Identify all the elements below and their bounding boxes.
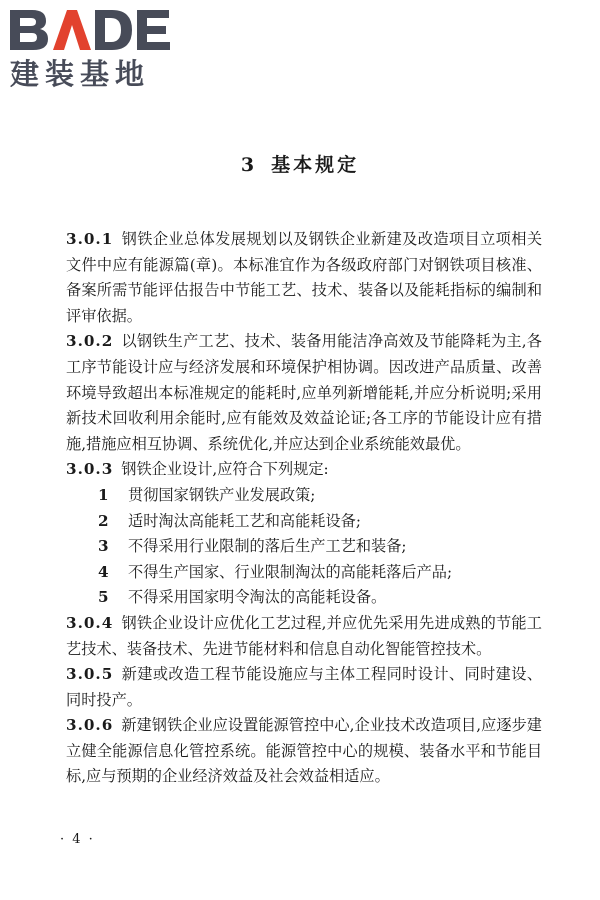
- chapter-number: 3: [240, 154, 258, 176]
- list-item: [66, 483, 542, 509]
- logo-subtitle: 建装基地: [10, 57, 151, 90]
- list-item: [66, 534, 542, 560]
- clause: [66, 227, 542, 329]
- clause: [66, 611, 542, 662]
- clause-number: 3.0.2: [66, 332, 114, 351]
- clause-number: 3.0.6: [66, 716, 114, 735]
- list-item: [66, 509, 542, 535]
- clause: [66, 713, 542, 790]
- clause-text: 钢铁企业设计,应符合下列规定:: [121, 460, 329, 479]
- chapter-title-text: 基本规定: [271, 154, 360, 176]
- item-text: 不得采用行业限制的落后生产工艺和装备;: [128, 537, 407, 556]
- item-text: 不得采用国家明令淘汰的高能耗设备。: [128, 588, 387, 607]
- clause-number: 3.0.1: [66, 230, 114, 248]
- clause-text: 钢铁企业总体发展规划以及钢铁企业新建及改造项目立项相关文件中应有能源篇(章)。本标准宜作为各级政府部门对钢铁项目核准、备案所需节能评估报告中节能工艺、技术、装备以及能耗指标的编制和评审依据。: [66, 230, 542, 325]
- item-text: 贯彻国家钢铁产业发展政策;: [128, 485, 316, 504]
- item-text: 适时淘汰高能耗工艺和高能耗设备;: [128, 511, 361, 530]
- item-text: 不得生产国家、行业限制淘汰的高能耗落后产品;: [128, 562, 453, 581]
- clause: [66, 457, 542, 483]
- item-number: 1: [98, 485, 109, 504]
- clause: [66, 662, 542, 713]
- clause-text: 新建钢铁企业应设置能源管控中心,企业技术改造项目,应逐步建立健全能源信息化管控系统。能源管控中心的规模、装备水平和节能目标,应与预期的企业经济效益及社会效益相适应。: [66, 716, 542, 786]
- item-number: 2: [98, 511, 109, 530]
- clause-list: [66, 227, 542, 790]
- clause: [66, 329, 542, 457]
- clause-number: 3.0.5: [66, 665, 114, 684]
- bade-logo: [6, 4, 176, 90]
- list-item: [66, 585, 542, 611]
- clause-text: 钢铁企业设计应优化工艺过程,并应优先采用先进成熟的节能工艺技术、装备技术、先进节能材料和信息自动化智能管控技术。: [66, 613, 542, 658]
- item-number: 3: [98, 537, 109, 556]
- clause-text: 新建或改造工程节能设施应与主体工程同时设计、同时建设、同时投产。: [66, 665, 542, 709]
- clause-text: 以钢铁生产工艺、技术、装备用能洁净高效及节能降耗为主,各工序节能设计应与经济发展和环境保护相协调。因改进产品质量、改善环境导致超出本标准规定的能耗时,应单列新增能耗,并应分析说明;采用新技术回收利用余能时,应有能效及效益论证;各工序的节能设计应有措施,措施应相互协调、系统优化,并应达到企业系统能效最优。: [66, 332, 542, 453]
- list-item: [66, 560, 542, 586]
- item-number: 5: [98, 588, 109, 607]
- chapter-title: [0, 150, 600, 177]
- clause-number: 3.0.3: [66, 460, 114, 479]
- item-number: 4: [98, 562, 109, 581]
- page-number: · 4 ·: [60, 832, 95, 847]
- clause-number: 3.0.4: [66, 613, 114, 632]
